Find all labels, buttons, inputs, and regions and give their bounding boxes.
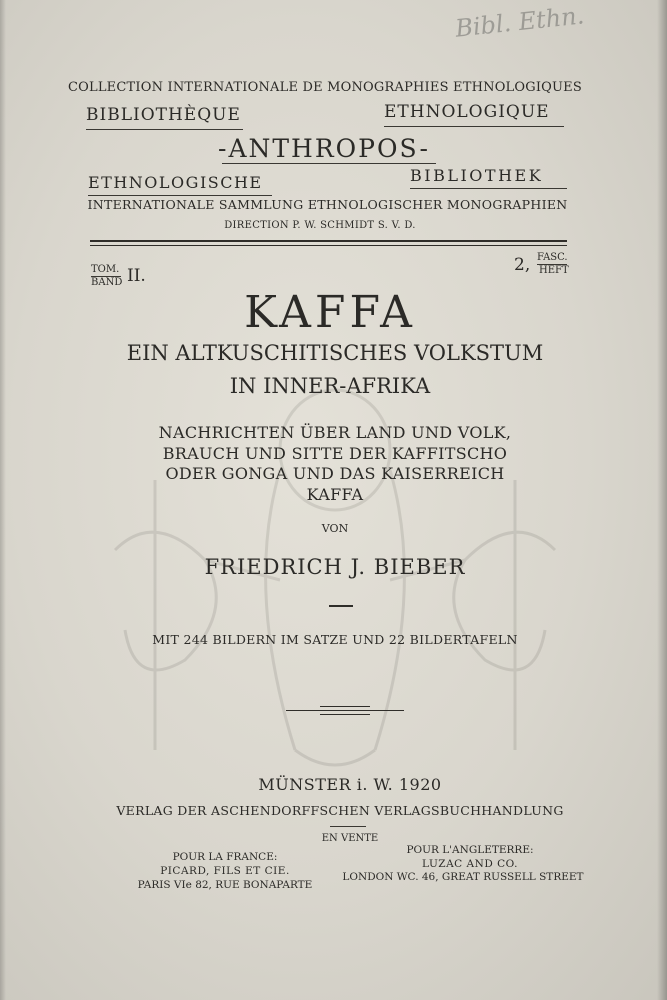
publisher: VERLAG DER ASCHENDORFFSCHEN VERLAGSBUCHHANDLUNG: [116, 803, 564, 818]
underline: [410, 188, 567, 189]
underline: [86, 129, 243, 130]
description-line-2: BRAUCH UND SITTE DER KAFFITSCHO: [162, 444, 508, 463]
short-rule: [329, 605, 353, 607]
book-title: KAFFA: [244, 287, 416, 338]
series-fr-left: BIBLIOTHÈQUE: [86, 105, 241, 125]
ornament-rule: [320, 714, 370, 715]
handwritten-signature: Bibl. Ethn.: [453, 1, 586, 43]
description-line-1: NACHRICHTEN ÜBER LAND UND VOLK,: [158, 423, 512, 442]
subtitle-line-1: EIN ALTKUSCHITISCHES VOLKSTUM: [126, 341, 544, 365]
series-de-left: ETHNOLOGISCHE: [88, 173, 263, 192]
page-shadow-left: [0, 0, 6, 1000]
double-rule-bottom: [90, 245, 567, 246]
england-label: POUR L'ANGLETERRE:: [406, 844, 534, 856]
collection-line: COLLECTION INTERNATIONALE DE MONOGRAPHIES ETHNOLOGIQUES: [68, 80, 582, 95]
underline: [384, 126, 564, 127]
fasc-number: 2,: [514, 255, 531, 275]
series-anthropos: -ANTHROPOS-: [218, 134, 430, 163]
von-label: VON: [321, 522, 349, 535]
author-name: FRIEDRICH J. BIEBER: [204, 555, 466, 579]
en-vente: EN VENTE: [321, 833, 379, 844]
series-de-right: BIBLIOTHEK: [410, 166, 544, 185]
france-name: PICARD, FILS ET CIE.: [160, 865, 290, 877]
ornament-rule: [320, 706, 370, 707]
france-address: PARIS VIe 82, RUE BONAPARTE: [137, 879, 313, 891]
volume-number: II.: [127, 266, 146, 286]
imprint-place-year: MÜNSTER i. W. 1920: [258, 775, 442, 794]
england-name: LUZAC AND CO.: [422, 858, 518, 870]
double-rule-top: [90, 240, 567, 242]
description-line-4: KAFFA: [306, 485, 364, 504]
ornament-rule: [286, 710, 404, 711]
page-shadow-right: [657, 0, 667, 1000]
series-fr-right: ETHNOLOGIQUE: [384, 102, 550, 122]
england-address: LONDON WC. 46, GREAT RUSSELL STREET: [342, 871, 584, 883]
underline: [88, 195, 272, 196]
fasc-label: FASC.: [537, 252, 568, 263]
description-line-3: ODER GONGA UND DAS KAISERREICH: [165, 464, 505, 483]
band-label: BAND: [91, 277, 123, 288]
france-label: POUR LA FRANCE:: [172, 851, 278, 863]
subtitle-line-2: IN INNER-AFRIKA: [229, 374, 431, 398]
underline: [222, 163, 436, 164]
series-direction: DIRECTION P. W. SCHMIDT S. V. D.: [224, 220, 416, 231]
series-sammlung: INTERNATIONALE SAMMLUNG ETHNOLOGISCHER MONOGRAPHIEN: [87, 197, 568, 212]
underline: [330, 826, 366, 827]
heft-label: HEFT: [539, 265, 569, 276]
tom-label: TOM.: [91, 264, 120, 275]
illustrations-note: MIT 244 BILDERN IM SATZE UND 22 BILDERTAFELN: [152, 632, 518, 647]
